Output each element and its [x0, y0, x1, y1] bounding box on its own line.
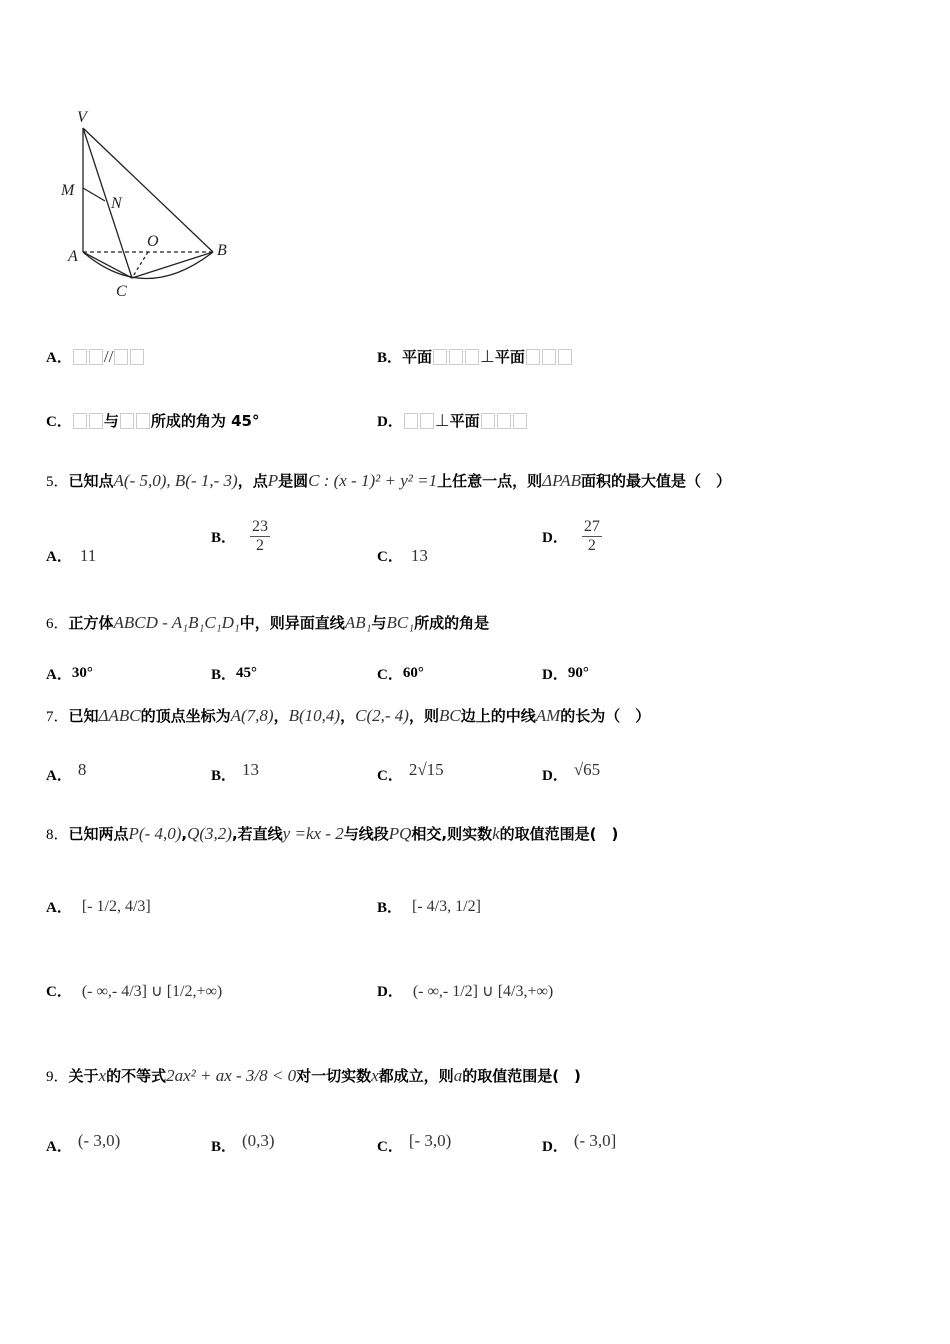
q7-option-c[interactable]	[377, 759, 444, 785]
label-B: B	[217, 242, 227, 259]
missing-math	[558, 349, 572, 365]
label-A: A	[68, 248, 78, 265]
option-label: D．	[542, 1139, 568, 1155]
option-label: A．	[46, 1139, 72, 1155]
denominator: 2	[587, 537, 596, 555]
q8-math: y =kx - 2	[282, 823, 344, 843]
fraction	[250, 518, 270, 556]
q7-text: 的顶点坐标为	[140, 707, 231, 725]
option-label: D．	[377, 414, 403, 430]
q8-text: 与线段	[343, 825, 389, 843]
option-value: 60°	[402, 665, 424, 681]
option-label: B．	[377, 350, 403, 366]
q5-text: ，点	[237, 472, 268, 490]
q8-text: 已知两点	[68, 825, 129, 843]
option-label: A．	[46, 900, 72, 916]
q9-option-c[interactable]	[377, 1130, 452, 1156]
option-value: 45°	[236, 665, 258, 681]
option-value: 13	[410, 545, 428, 565]
q9-option-a[interactable]	[46, 1130, 121, 1156]
numerator: 23	[250, 518, 270, 537]
q8-text: 的取值范围是( )	[499, 825, 619, 843]
q6-math: BC₁	[386, 612, 415, 632]
missing-math	[526, 349, 540, 365]
option-value: (- 3,0]	[573, 1130, 617, 1150]
option-label: A．	[46, 768, 72, 784]
q7-option-d[interactable]	[542, 759, 601, 785]
q7-math: AM	[535, 705, 561, 725]
q9-text: 对一切实数	[296, 1067, 372, 1085]
q7-text: ，	[340, 707, 356, 725]
missing-math	[120, 413, 134, 429]
missing-math	[420, 413, 434, 429]
q7-math: A(7,8)	[230, 705, 274, 725]
option-value: [- 1/2, 4/3]	[81, 897, 151, 915]
q9-option-d[interactable]	[542, 1130, 617, 1156]
missing-math	[89, 413, 103, 429]
option-label: D．	[542, 768, 568, 784]
label-M: M	[61, 182, 75, 199]
q7-text: 的长为（ ）	[560, 707, 651, 725]
q8-math: PQ	[388, 823, 412, 843]
q6-text: 正方体	[68, 614, 114, 632]
q5-math: A(- 5,0), B(- 1,- 3)	[113, 470, 238, 490]
q5-math: C : (x - 1)² + y² =1	[308, 470, 438, 490]
q6-math: AB₁	[344, 612, 372, 632]
q6-text: 与	[371, 614, 387, 632]
q7-text: ，	[273, 707, 289, 725]
q8-option-c[interactable]	[46, 980, 222, 1001]
option-label: D．	[542, 530, 568, 547]
question-number: 9．	[46, 1069, 69, 1085]
missing-math	[513, 413, 527, 429]
option-value: 8	[77, 759, 87, 779]
option-label: A．	[46, 549, 72, 565]
q8-text: ,	[181, 824, 188, 843]
q4-option-a[interactable]	[46, 346, 145, 367]
option-value: [- 4/3, 1/2]	[412, 897, 481, 915]
q9-math: 2ax² + ax - 3/8 < 0	[166, 1065, 297, 1085]
perp-symbol: ⊥	[434, 410, 450, 430]
option-value: (- ∞,- 1/2] ∪ [4/3,+∞)	[412, 982, 554, 1000]
q7-option-a[interactable]	[46, 759, 87, 785]
base-arc	[83, 252, 213, 279]
q5-math: ΔPAB	[542, 470, 582, 490]
q8-option-d[interactable]	[377, 980, 553, 1001]
option-label: C．	[377, 667, 403, 683]
q5-text: 已知点	[68, 472, 114, 490]
option-value: (- 3,0)	[77, 1130, 121, 1150]
option-label: C．	[46, 984, 72, 1000]
perp-symbol: ⊥	[480, 346, 495, 366]
missing-math	[404, 413, 418, 429]
q9-math: x	[98, 1065, 107, 1085]
numerator: 27	[582, 518, 602, 537]
option-label: C．	[46, 414, 72, 430]
option-value: (0,3)	[242, 1130, 275, 1150]
missing-math	[433, 349, 447, 365]
q7-text: 已知	[68, 707, 99, 725]
missing-math	[114, 349, 128, 365]
q9-text: 都成立，则	[378, 1067, 454, 1085]
q8-option-a[interactable]	[46, 896, 151, 917]
option-label: B．	[211, 530, 237, 547]
missing-math	[89, 349, 103, 365]
q8-math: P(- 4,0)	[128, 823, 182, 843]
parallel-symbol: //	[103, 346, 114, 366]
q5-text: 面积的最大值是（ ）	[581, 472, 732, 490]
q5-option-a[interactable]	[46, 545, 96, 566]
missing-math	[136, 413, 150, 429]
q4c-text-2: 所成的角为 45°	[150, 412, 260, 430]
option-label: C．	[377, 549, 403, 565]
denominator: 2	[256, 537, 265, 555]
q5-option-d[interactable]	[542, 518, 604, 556]
q6-option-b[interactable]	[211, 663, 257, 684]
label-C: C	[116, 283, 127, 300]
q5-text: 上任意一点，则	[437, 472, 543, 490]
option-value: 2√15	[408, 759, 444, 779]
q5-option-b[interactable]	[211, 518, 272, 556]
missing-math	[449, 349, 463, 365]
option-value: √65	[573, 759, 601, 779]
geometry-figure	[55, 100, 245, 300]
q7-option-b[interactable]	[211, 759, 260, 785]
q5-math: P	[267, 470, 279, 490]
option-value: [- 3,0)	[408, 1130, 452, 1150]
q9-text: 的取值范围是( )	[462, 1067, 581, 1085]
segment-MN	[83, 188, 105, 201]
option-label: C．	[377, 768, 403, 784]
missing-math	[73, 349, 87, 365]
q7-stem	[46, 705, 650, 726]
option-label: B．	[211, 768, 237, 784]
missing-math	[497, 413, 511, 429]
q9-text: 关于	[68, 1067, 99, 1085]
q6-stem	[46, 612, 489, 633]
q4b-text-2: 平面	[494, 348, 525, 366]
option-label: A．	[46, 350, 72, 366]
q7-math: ΔABC	[98, 705, 141, 725]
q7-text: 边上的中线	[460, 707, 536, 725]
question-number: 7．	[46, 709, 69, 725]
q8-math: k	[492, 823, 500, 843]
option-label: C．	[377, 1139, 403, 1155]
label-V: V	[77, 109, 87, 126]
q5-text: 是圆	[278, 472, 309, 490]
q8-text: 相交,则实数	[411, 825, 493, 843]
missing-math	[465, 349, 479, 365]
option-label: D．	[377, 984, 403, 1000]
option-value: (- ∞,- 4/3] ∪ [1/2,+∞)	[81, 982, 223, 1000]
q4c-text-1: 与	[103, 412, 119, 430]
option-value: 11	[79, 545, 97, 565]
q4d-text: 平面	[449, 412, 480, 430]
q8-text: ,若直线	[231, 825, 283, 843]
q8-math: Q(3,2)	[187, 823, 232, 843]
q6-option-d[interactable]	[542, 663, 589, 684]
q4b-text-1: 平面	[402, 348, 433, 366]
q6-text: 中，则异面直线	[239, 614, 345, 632]
q4-option-d[interactable]	[377, 410, 528, 431]
missing-math	[542, 349, 556, 365]
q4-option-c[interactable]	[46, 410, 259, 431]
q6-option-a[interactable]	[46, 663, 93, 684]
q5-stem	[46, 470, 731, 491]
q4-option-b[interactable]	[377, 346, 573, 367]
q6-option-c[interactable]	[377, 663, 424, 684]
option-label: B．	[211, 1139, 237, 1155]
label-O: O	[147, 233, 159, 250]
option-label: A．	[46, 667, 72, 683]
option-label: B．	[211, 667, 237, 683]
q7-text: ，则	[408, 707, 439, 725]
label-N: N	[111, 195, 122, 212]
q9-math: x	[371, 1065, 379, 1085]
q8-option-b[interactable]	[377, 896, 481, 917]
question-number: 8．	[46, 827, 69, 843]
q6-text: 所成的角是	[414, 614, 490, 632]
q6-math: ABCD - A₁B₁C₁D₁	[113, 612, 240, 632]
q9-text: 的不等式	[106, 1067, 167, 1085]
q9-math: a	[453, 1065, 463, 1085]
missing-math	[481, 413, 495, 429]
option-value: 90°	[567, 665, 589, 681]
q7-math: C(2,- 4)	[355, 705, 409, 725]
q8-stem	[46, 823, 618, 844]
q7-math: BC	[438, 705, 461, 725]
fraction	[582, 518, 602, 556]
missing-math	[130, 349, 144, 365]
q7-math: B(10,4)	[288, 705, 341, 725]
option-value: 13	[242, 759, 260, 779]
q9-option-b[interactable]	[211, 1130, 275, 1156]
option-value: 30°	[71, 665, 93, 681]
option-label: B．	[377, 900, 403, 916]
q9-stem	[46, 1065, 581, 1086]
option-label: D．	[542, 667, 568, 683]
missing-math	[73, 413, 87, 429]
q5-option-c[interactable]	[377, 545, 428, 566]
question-number: 6．	[46, 616, 69, 632]
question-number: 5．	[46, 474, 69, 490]
